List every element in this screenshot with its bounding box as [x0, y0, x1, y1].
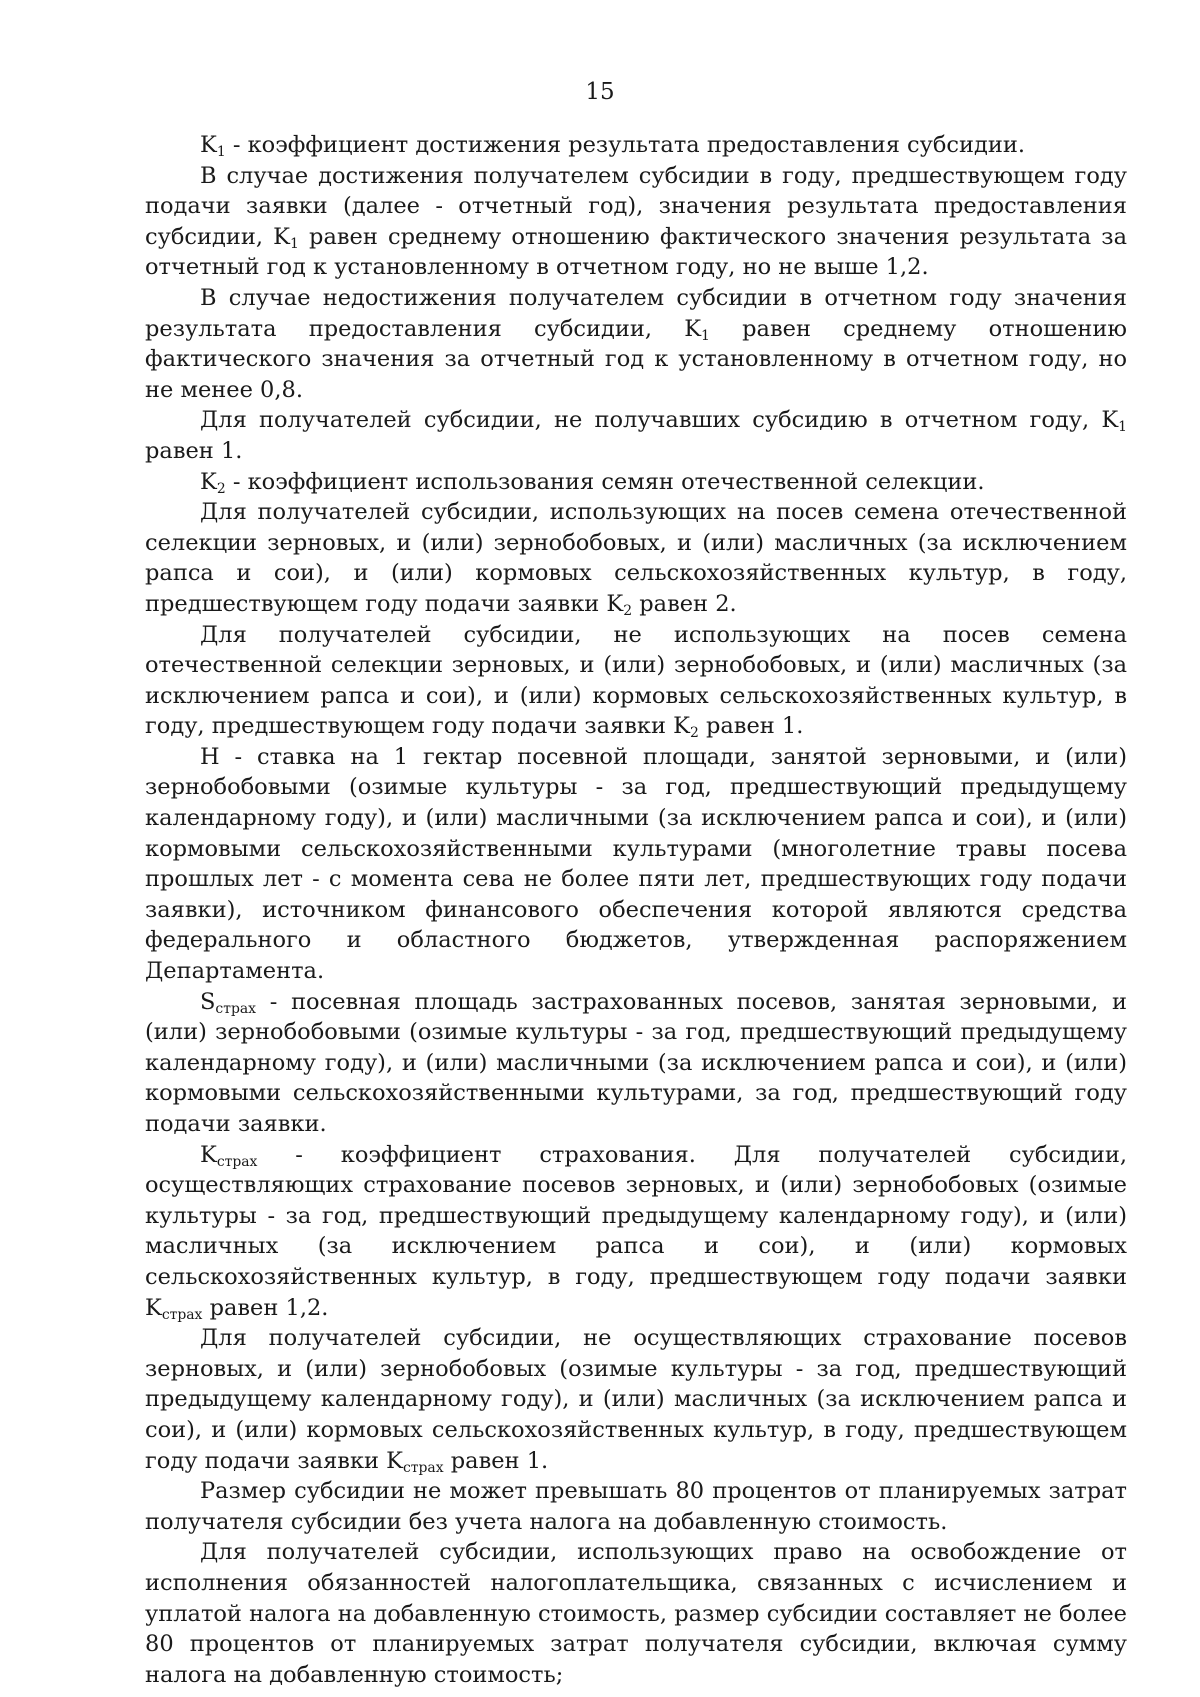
coefficient-symbol [386, 1448, 443, 1474]
symbol-letter: S [200, 988, 216, 1015]
paragraph-size-limit [145, 1476, 1127, 1537]
symbol-subscript: 1 [289, 235, 299, 252]
paragraph-text: Для получателей субсидии, использующих на посев семена отечественной селекции зерновых, и (или) зернобобовых, и (или) масличных (за исключением рапса и сои), и (или) кормовых сельскохозяйственных культур, в году, предшествующем году подачи заявки [145, 499, 1127, 617]
paragraph-text: равен 1,2. [202, 1294, 329, 1321]
symbol-subscript: страх [161, 1306, 203, 1323]
symbol-letter: K [145, 1294, 162, 1321]
paragraph-k1-def [145, 130, 1127, 161]
paragraph-k1-no-subsidy [145, 405, 1127, 466]
paragraph-text: - коэффициент достижения результата предоставления субсидии. [225, 132, 1026, 158]
paragraph-text: Для получателей субсидии, использующих право на освобождение от исполнения обязанностей налогоплательщика, связанных с исчислением и уплатой налога на добавленную стоимость, размер субсидии составляет не более 80 процентов от планируемых затрат получателя субсидии, включая сумму налога на добавленную стоимость; [145, 1539, 1127, 1688]
paragraph-k1-not-achieved [145, 283, 1127, 405]
paragraph-text: - коэффициент использования семян отечественной селекции. [225, 468, 985, 495]
paragraph-text: Н - ставка на 1 гектар посевной площади, занятой зерновыми, и (или) зернобобовыми (озимые культуры - за год, предшествующий предыдущему календарному году), и (или) масличными (за исключением рапса и сои), и (или) кормовыми сельскохозяйственными культурами (многолетние травы посева прошлых лет - с момента сева не более пяти лет, предшествующих году подачи заявки), источником финансового обеспечения которой являются средства федерального и областного бюджетов, утвержденная распоряжением Департамента. [145, 743, 1127, 985]
symbol-letter: K [606, 590, 624, 617]
paragraph-text: Размер субсидии не может превышать 80 процентов от планируемых затрат получателя субсидии без учета налога на добавленную стоимость. [145, 1478, 1127, 1535]
paragraph-text: Для получателей субсидии, не получавших субсидию в отчетном году, [200, 407, 1102, 434]
paragraph-k2-using [145, 497, 1127, 619]
coefficient-symbol [200, 469, 226, 495]
coefficient-symbol [273, 224, 299, 250]
symbol-letter: K [673, 713, 690, 740]
symbol-subscript: 2 [216, 480, 226, 497]
symbol-letter: K [386, 1447, 403, 1474]
paragraph-text: равен 2. [632, 590, 737, 617]
paragraph-text: В случае достижения получателем субсидии в году, предшествующем году подачи заявки (далее - отчетный год), значения результата предоставления субсидии, [145, 162, 1127, 250]
paragraph-text: - коэффициент страхования. Для получателей субсидии, осуществляющих страхование посевов зерновых, и (или) зернобобовых (озимые культуры - за год, предшествующий предыдущему календарному году), и (или) масличных (за исключением рапса и сои), и (или) кормовых сельскохозяйственных культур, в году, предшествующем году подачи заявки [145, 1141, 1127, 1290]
paragraph-text: равен 1. [145, 437, 243, 464]
paragraph-vat-exempt [145, 1537, 1127, 1690]
symbol-letter: K [1101, 407, 1119, 434]
paragraph-text: Для получателей субсидии, не использующих на посев семена отечественной селекции зерновых, и (или) зернобобовых, и (или) масличных (за исключением рапса и сои), и (или) кормовых сельскохозяйственных культур, в году, предшествующем году подачи заявки [145, 621, 1127, 740]
symbol-subscript: 2 [623, 602, 633, 619]
coefficient-symbol [200, 132, 226, 158]
coefficient-symbol [1101, 407, 1127, 436]
paragraph-k2-not-using [145, 620, 1127, 742]
paragraph-h-def [145, 742, 1127, 987]
coefficient-symbol [145, 1295, 202, 1321]
coefficient-symbol [673, 713, 699, 742]
symbol-subscript: страх [216, 1153, 258, 1170]
symbol-subscript: страх [402, 1459, 444, 1476]
paragraph-k2-def [145, 467, 1127, 498]
symbol-letter: K [273, 223, 290, 250]
coefficient-symbol [200, 989, 256, 1015]
coefficient-symbol [200, 1142, 257, 1168]
symbol-letter: K [200, 1141, 217, 1168]
paragraph-text: равен 1. [698, 713, 804, 740]
symbol-letter: K [200, 468, 217, 495]
paragraph-k-strakh-no [145, 1323, 1127, 1476]
coefficient-symbol [606, 591, 632, 617]
symbol-letter: K [200, 132, 217, 158]
symbol-subscript: 1 [1118, 419, 1127, 436]
symbol-subscript: страх [215, 1000, 257, 1017]
document-body [145, 130, 1127, 1690]
paragraph-text: Для получателей субсидии, не осуществляющих страхование посевов зерновых, и (или) зернобобовых (озимые культуры - за год, предшествующий предыдущему календарному году), и (или) масличных (за исключением рапса и сои), и (или) кормовых сельскохозяйственных культур, в году, предшествующем году подачи заявки [145, 1325, 1127, 1474]
symbol-subscript: 1 [216, 143, 226, 160]
paragraph-s-strakh-def [145, 987, 1127, 1140]
paragraph-text: равен среднему отношению фактического значения за отчетный год к установленному в отчетном году, но не менее 0,8. [145, 315, 1127, 403]
symbol-subscript: 1 [701, 327, 710, 344]
coefficient-symbol [684, 316, 710, 342]
page-number: 15 [585, 79, 615, 105]
paragraph-k-strakh-def [145, 1140, 1127, 1324]
paragraph-text: равен 1. [443, 1447, 549, 1474]
paragraph-text: равен среднему отношению фактического значения результата за отчетный год к установленному в отчетном году, но не выше 1,2. [145, 223, 1127, 281]
paragraph-text: В случае недостижения получателем субсидии в отчетном году значения результата предоставления субсидии, [145, 284, 1127, 342]
paragraph-text: - посевная площадь застрахованных посевов, занятая зерновыми, и (или) зернобобовыми (озимые культуры - за год, предшествующий предыдущему календарному году), и (или) масличными (за исключением рапса и сои), и (или) кормовыми сельскохозяйственными культурами, за год, предшествующий году подачи заявки. [145, 988, 1127, 1137]
symbol-letter: K [684, 315, 702, 342]
paragraph-k1-achieved [145, 161, 1127, 283]
symbol-subscript: 2 [689, 725, 699, 742]
